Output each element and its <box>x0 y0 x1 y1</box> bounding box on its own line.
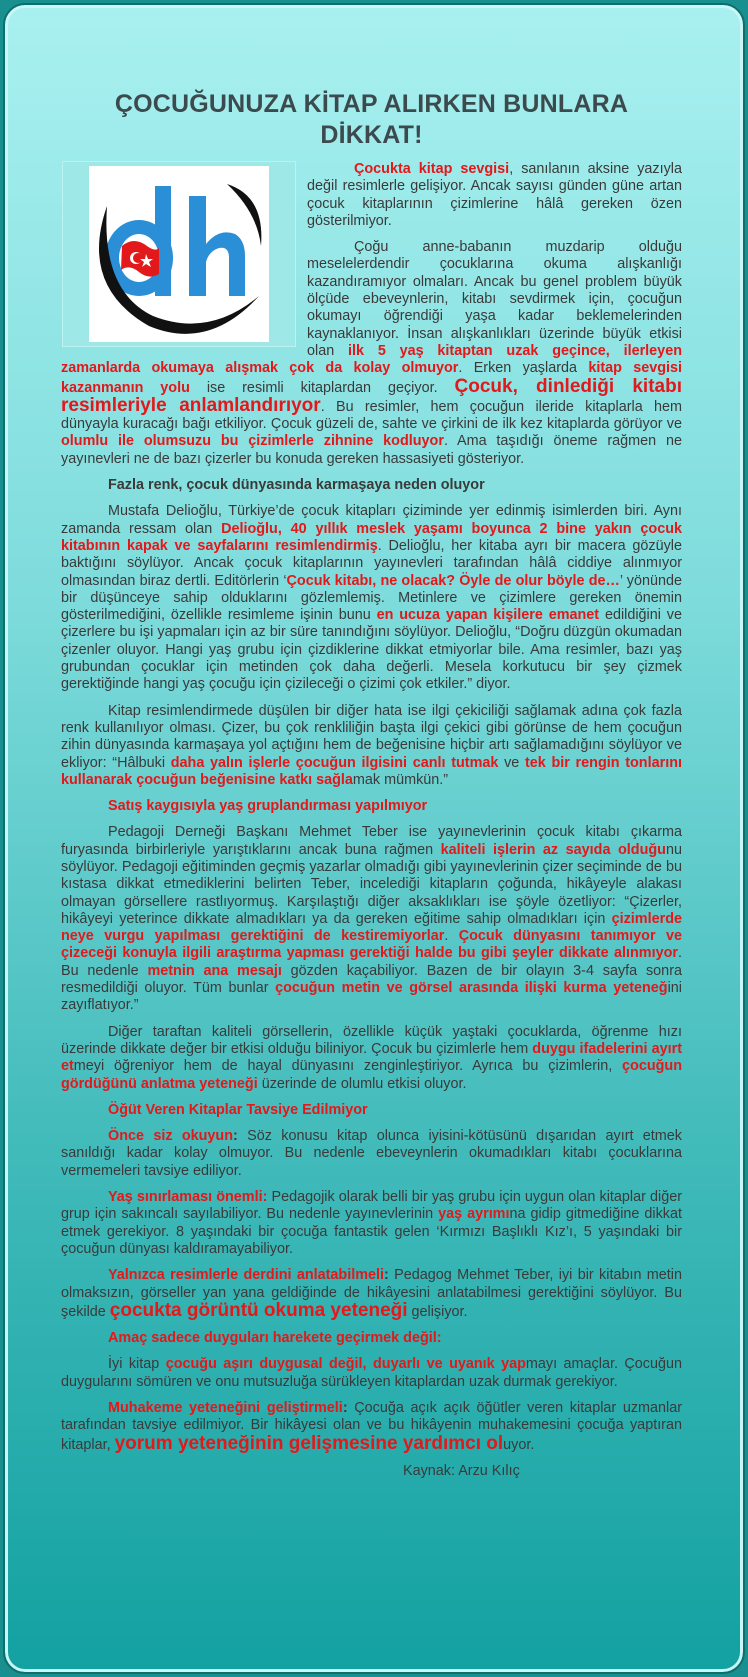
paragraph-intro: Çocukta kitap sevgisi, sanılanın aksine yazıyla değil resimlerle gelişiyor. Ancak sayısı günden güne artan çocuk kitaplarının çizimlerine hâlâ gereken özen gösterilmiyor. <box>307 161 682 229</box>
section-heading-2: Satış kaygısıyla yaş gruplandırması yapılmıyor <box>108 798 428 815</box>
tip-judgement: Muhakeme yeteneğini geliştirmeli: Çocuğa açık açık öğütler veren kitaplar uzmanlar tarafından tavsiye edilmiyor. Bir hikâyesi olan ve bu hikâyenin muhakemesini çocuğa yaptıran kitaplar, yorum yeteneğinin gelişmesine yardımcı oluyor. <box>61 1400 683 1454</box>
paragraph-3: Mustafa Delioğlu, Türkiye’de çocuk kitapları çiziminde yer edinmiş isimlerden biri. Aynı zamanda ressam olan Delioğlu, 40 yıllık meslek yaşamı boyunca 2 bine yakın çocuk kitabının kapak ve sayfalarını resimlendirmiş. Delioğlu, her kitaba ayrı bir macera gözüyle baktığını söylüyor. Ancak çocuk kitaplarının yayınevleri tarafından hâlâ ciddiye alınmıyor olmasından biraz dertli. Editörlerin ‘Çocuk kitabı, ne olacak? Öyle de olur böyle de…’ yönünde bir düşünceye sahip olduklarını gözlemlemiş. Metinlere ve çizimlere gereken önemin gösterilmediğini, özellikle resimleme işinin bunu en ucuza yapan kişilere emanet edildiğini ve çizerlere bu işi yapmaları için az bir süre tanındığını söylüyor. Delioğlu, “Doğru düzgün okumadan çizenler oluyor. Hangi yaş grubu için çizdiklerine dikkat etmiyorlar bile. Ama resimler, bazı yaş grubundan çocuklar için metinden çok daha değerli. Mesela korkutucu bir şey çizmek gerektiğinde hangi yaş çocuğu için çizileceği o çizimi çok etkiler.” diyor. <box>61 503 683 693</box>
article <box>61 89 682 1480</box>
page-frame <box>3 3 745 1674</box>
section-heading-3: Öğüt Veren Kitaplar Tavsiye Edilmiyor <box>108 1101 368 1118</box>
section-heading-1: Fazla renk, çocuk dünyasında karmaşaya neden oluyor <box>108 477 485 494</box>
tip-pictures-only: Yalnızca resimlerle derdini anlatabilmeli: Pedagog Mehmet Teber, iyi bir kitabın metin olmaksızın, görseller yan yana geldiğinde de hikâyesini anlatabilmesi gerektiğini söylüyor. Bu şekilde çocukta görüntü okuma yeteneği gelişiyor. <box>61 1267 682 1321</box>
paragraph-6: Diğer taraftan kaliteli görsellerin, özellikle küçük yaştaki çocuklarda, öğrenme hızı üzerinde dikkate değer bir etkisi olduğu biliniyor. Çocuk bu çizimlerle hem duygu ifadelerini ayırt etmeyi öğreniyor hem de hayal dünyasını zenginleştiriyor. Ayrıca bu çizimlerin, çocuğun gördüğünü anlatma yeteneği üzerinde de olumlu etkisi oluyor. <box>61 1023 682 1092</box>
logo-image <box>89 166 269 342</box>
source-credit: Kaynak: Arzu Kılıç <box>403 1462 520 1479</box>
section-heading-4: Amaç sadece duyguları harekete geçirmek değil: <box>108 1330 442 1347</box>
paragraph-4: Kitap resimlendirmede düşülen bir diğer hata ise ilgi çekiciliği sağlamak adına çok fazla renk kullanılıyor olması. Çizer, bu çok renkliliğin başta ilgi çekici gibi görünse de hem çocuğun zihin dünyasında karmaşaya yol açtığını hem de beğenisine hiçbir artı sağlamadığını söylüyor ve ekliyor: “Hâlbuki daha yalın işlerle çocuğun ilgisini canlı tutmak ve tek bir rengin tonlarını kullanarak çocuğun beğenisine katkı sağlamak mümkün.” <box>61 702 682 788</box>
logo-box <box>62 161 296 347</box>
paragraph-2: Çoğu anne-babanın muzdarip olduğu meselelerdendir çocuklarına okuma alışkanlığı kazandıramıyor olmaları. Ancak bu genel problem büyük ölçüde ebeveynlerin, kitabı sevdirmek için, çocuğun okumayı öğrendiği yaşa kadar beklemelerinden kaynaklanıyor. İnsan alışkanlıkları üzerinde büyük etkisi olan ilk 5 yaş kitaptan uzak geçince, ilerleyen zamanlarda okumaya alışmak çok da kolay olmuyor. Erken yaşlarda kitap sevgisi kazanmanın yolu ise resimli kitaplardan geçiyor. Çocuk, dinlediği kitabı resimleriyle anlamlandırıyor. Bu resimler, hem çocuğun ileride kitaplarla hem dünyayla kuracağı bağı etkiliyor. Çocuk güzeli de, sahte ve çirkini de ilk kez kitaplarda görüyor ve olumlu ile olumsuzu bu çizimlerle zihnine kodluyor. Ama taşıdığı öneme rağmen ne yayınevleri ne de bazı çizerler bu konuda gereken hassasiyeti gösteriyor. <box>61 239 683 467</box>
tip-read-first: Önce siz okuyun: Söz konusu kitap olunca iyisini-kötüsünü dışarıdan ayırt etmek sanıldığı kadar kolay olmuyor. Bu nedenle ebeveynlerin okumadıkları kitabı çocuklarına vermemeleri tavsiye ediliyor. <box>61 1128 682 1179</box>
tip-good-book: İyi kitap çocuğu aşırı duygusal değil, duyarlı ve uyanık yapmayı amaçlar. Çocuğun duygularını sömüren ve onu mutsuzluğa sürükleyen kitaplardan uzak durmak gerekiyor. <box>61 1356 682 1390</box>
page-title: ÇOCUĞUNUZA KİTAP ALIRKEN BUNLARA DİKKAT! <box>114 90 629 149</box>
dh-logo-icon <box>89 166 269 342</box>
paragraph-5: Pedagoji Derneği Başkanı Mehmet Teber ise yayınevlerinin çocuk kitabı çıkarma furyasında birbirleriyle yarıştıklarını ancak buna rağmen kaliteli işlerin az sayıda olduğunu söylüyor. Pedagoji eğitiminden geçmiş yazarlar olmadığı gibi yayınevlerinin çizer seçiminde de bu kıstasa dikkat etmediklerini belirten Teber, incelediği kitapların çoğunda, hikâyeyle alakası olmayan görsellere rastlıyormuş. Karşılaştığı diğer aksaklıkları ise şöyle özetliyor: “Çizerler, hikâyeyi yeterince dikkate almadıkları ya da gereken eğitime sahip olmadıkları için çizimlerde neye vurgu yapılması gerektiğini de kestiremiyorlar. Çocuk dünyasını tanımıyor ve çizeceği konuyla ilgili araştırma yapması gerektiği halde bu gibi şeyler dikkate alınmıyor. Bu nedenle metnin ana mesajı gözden kaçabiliyor. Bazen de bir olayın 3-4 sayfa sonra resmedildiği oluyor. Tüm bunlar çocuğun metin ve görsel arasında ilişki kurma yeteneğini zayıflatıyor.” <box>61 824 682 1014</box>
tip-age-limit: Yaş sınırlaması önemli: Pedagojik olarak belli bir yaş grubu için uygun olan kitaplar diğer grup için sakıncalı sayılabiliyor. Bu nedenle yayınevlerinin yaş ayrımına gidip gitmediğine dikkat etmek gerekiyor. 8 yaşındaki bir çocuğa fantastik gelen ‘Kırmızı Başlıklı Kız’ı, 5 yaşındaki bir çocuğun dünyası kaldıramayabiliyor. <box>61 1189 683 1257</box>
